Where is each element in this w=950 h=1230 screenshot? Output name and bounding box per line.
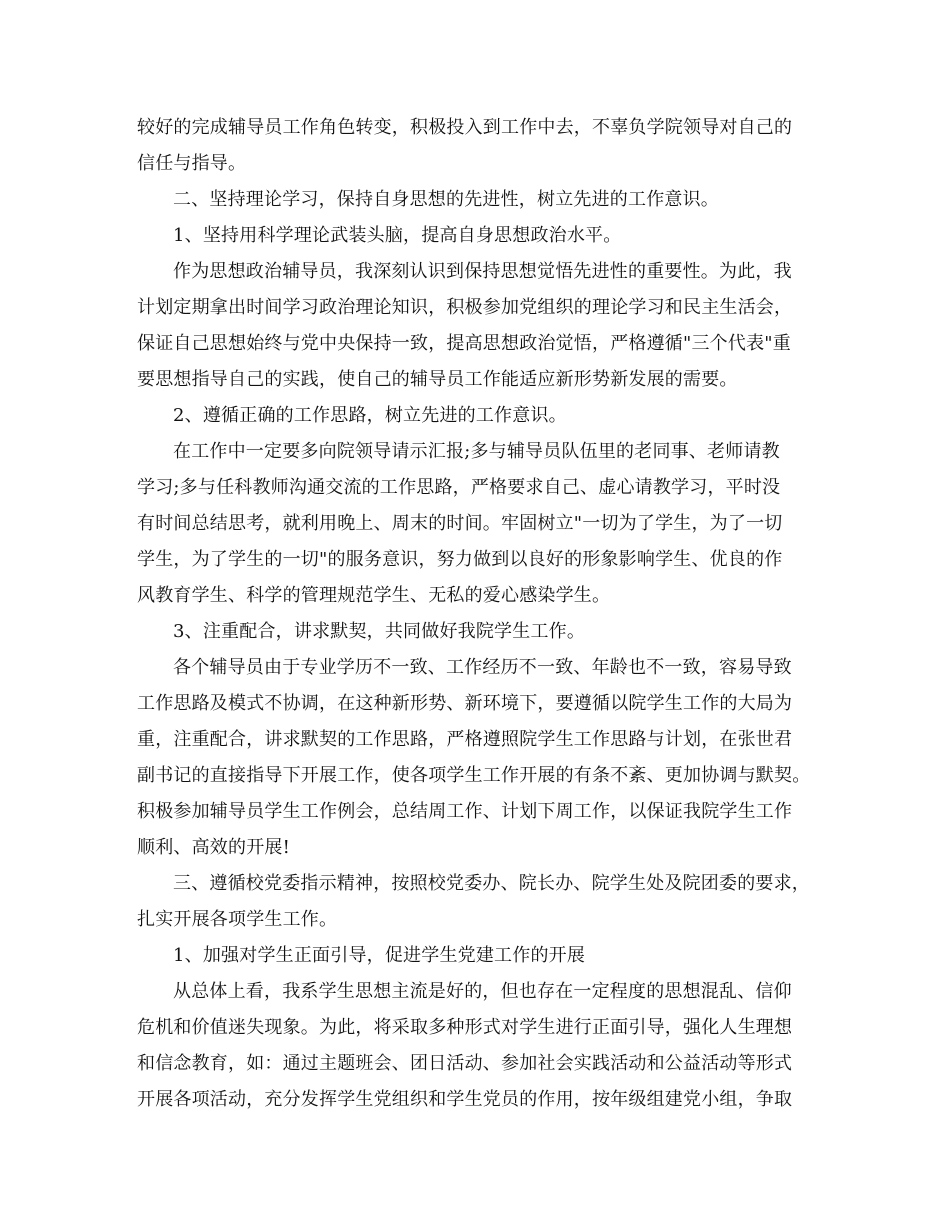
text-line: 要思想指导自己的实践，使自己的辅导员工作能适应新形势新发展的需要。	[137, 369, 738, 390]
text-line: 在工作中一定要多向院领导请示汇报;多与辅导员队伍里的老同事、老师请教	[173, 441, 780, 462]
text-line: 2、遵循正确的工作思路，树立先进的工作意识。	[173, 405, 567, 426]
text-line: 三、遵循校党委指示精神，按照校党委办、院长办、院学生处及院团委的要求，	[173, 873, 810, 894]
text-line: 扎实开展各项学生工作。	[137, 909, 338, 930]
text-line: 3、注重配合，讲求默契，共同做好我院学生工作。	[173, 621, 586, 642]
text-line: 信任与指导。	[137, 153, 247, 174]
text-line: 重，注重配合，讲求默契的工作思路，严格遵照院学生工作思路与计划，在张世君	[137, 729, 793, 750]
text-line: 开展各项活动，充分发挥学生党组织和学生党员的作用，按年级组建党小组，争取	[137, 1089, 793, 1110]
text-line: 工作思路及模式不协调，在这种新形势、新环境下，要遵循以院学生工作的大局为	[137, 693, 793, 714]
text-line: 有时间总结思考，就利用晚上、周末的时间。牢固树立"一切为了学生，为了一切	[137, 513, 783, 534]
document-body	[137, 110, 817, 1118]
text-line: 各个辅导员由于专业学历不一致、工作经历不一致、年龄也不一致，容易导致	[173, 657, 792, 678]
text-line: 学生，为了学生的一切"的服务意识，努力做到以良好的形象影响学生、优良的作	[137, 549, 783, 570]
text-line: 从总体上看，我系学生思想主流是好的，但也存在一定程度的思想混乱、信仰	[173, 981, 792, 1002]
text-line: 积极参加辅导员学生工作例会，总结周工作、计划下周工作，以保证我院学生工作	[137, 801, 793, 822]
text-line: 二、坚持理论学习，保持自身思想的先进性，树立先进的工作意识。	[173, 189, 719, 210]
text-line: 1、加强对学生正面引导，促进学生党建工作的开展	[173, 945, 586, 966]
text-line: 计划定期拿出时间学习政治理论知识，积极参加党组织的理论学习和民主生活会，	[137, 297, 793, 318]
text-line: 和信念教育，如：通过主题班会、团日活动、参加社会实践活动和公益活动等形式	[137, 1053, 793, 1074]
text-line: 风教育学生、科学的管理规范学生、无私的爱心感染学生。	[137, 585, 611, 606]
text-line: 顺利、高效的开展!	[137, 837, 291, 858]
text-line: 副书记的直接指导下开展工作，使各项学生工作开展的有条不紊、更加协调与默契。	[137, 765, 811, 786]
text-line: 作为思想政治辅导员，我深刻认识到保持思想觉悟先进性的重要性。为此，我	[173, 261, 792, 282]
text-line: 1、坚持用科学理论武装头脑，提高自身思想政治水平。	[173, 225, 622, 246]
text-line: 保证自己思想始终与党中央保持一致，提高思想政治觉悟，严格遵循"三个代表"重	[137, 333, 791, 354]
text-line: 危机和价值迷失现象。为此，将采取多种形式对学生进行正面引导，强化人生理想	[137, 1017, 793, 1038]
text-line: 学习;多与任科教师沟通交流的工作思路，严格要求自己、虚心请教学习，平时没	[137, 477, 781, 498]
text-line: 较好的完成辅导员工作角色转变，积极投入到工作中去，不辜负学院领导对自己的	[137, 117, 793, 138]
